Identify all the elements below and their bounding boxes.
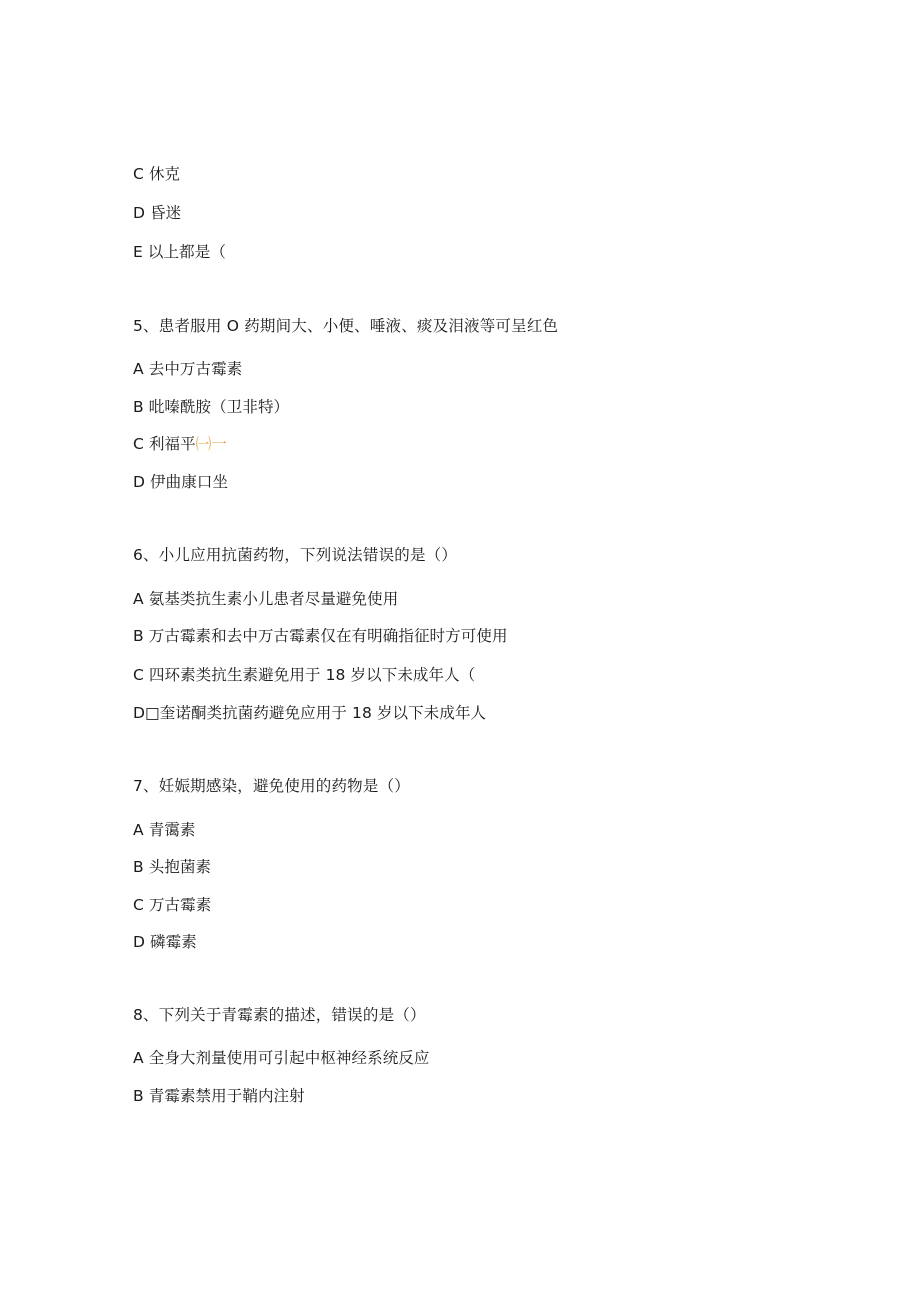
option-7b: B 头抱菌素 [133,858,212,876]
option-5c [133,434,227,454]
option-7d: D 磷霉素 [133,933,197,951]
option-c-shock: C 休克 [133,165,181,183]
option-d-coma: D 昏迷 [133,204,182,222]
option-5b: B 吡嗪酰胺（卫非特） [133,398,290,416]
question-8: 8、下列关于青霉素的描述，错误的是（） [133,1006,426,1024]
option-e-all: E 以上都是（ [133,243,226,261]
option-6d: D□奎诺酮类抗菌药避免应用于 18 岁以下未成年人 [133,704,487,722]
option-5a: A 去中万古霉素 [133,360,243,378]
option-8a: A 全身大剂量使用可引起中枢神经系统反应 [133,1049,430,1067]
question-7: 7、妊娠期感染，避免使用的药物是（） [133,777,410,795]
option-8b: B 青霉素禁用于鞘内注射 [133,1087,305,1105]
question-5: 5、患者服用 O 药期间大、小便、唾液、痰及泪液等可呈红色 [133,317,559,335]
option-6a: A 氨基类抗生素小儿患者尽量避免使用 [133,590,399,608]
option-5d: D 伊曲康口坐 [133,473,229,491]
option-5c-text: C 利福平 [133,435,196,453]
option-6c: C 四环素类抗生素避免用于 18 岁以下未成年人（ [133,666,476,684]
option-7c: C 万古霉素 [133,896,212,914]
question-6: 6、小儿应用抗菌药物，下列说法错误的是（） [133,546,458,564]
option-6b: B 万古霉素和去中万古霉素仅在有明确指征时方可使用 [133,627,508,645]
option-7a: A 青霭素 [133,821,196,839]
option-5c-mark: ㈠一 [195,435,227,453]
